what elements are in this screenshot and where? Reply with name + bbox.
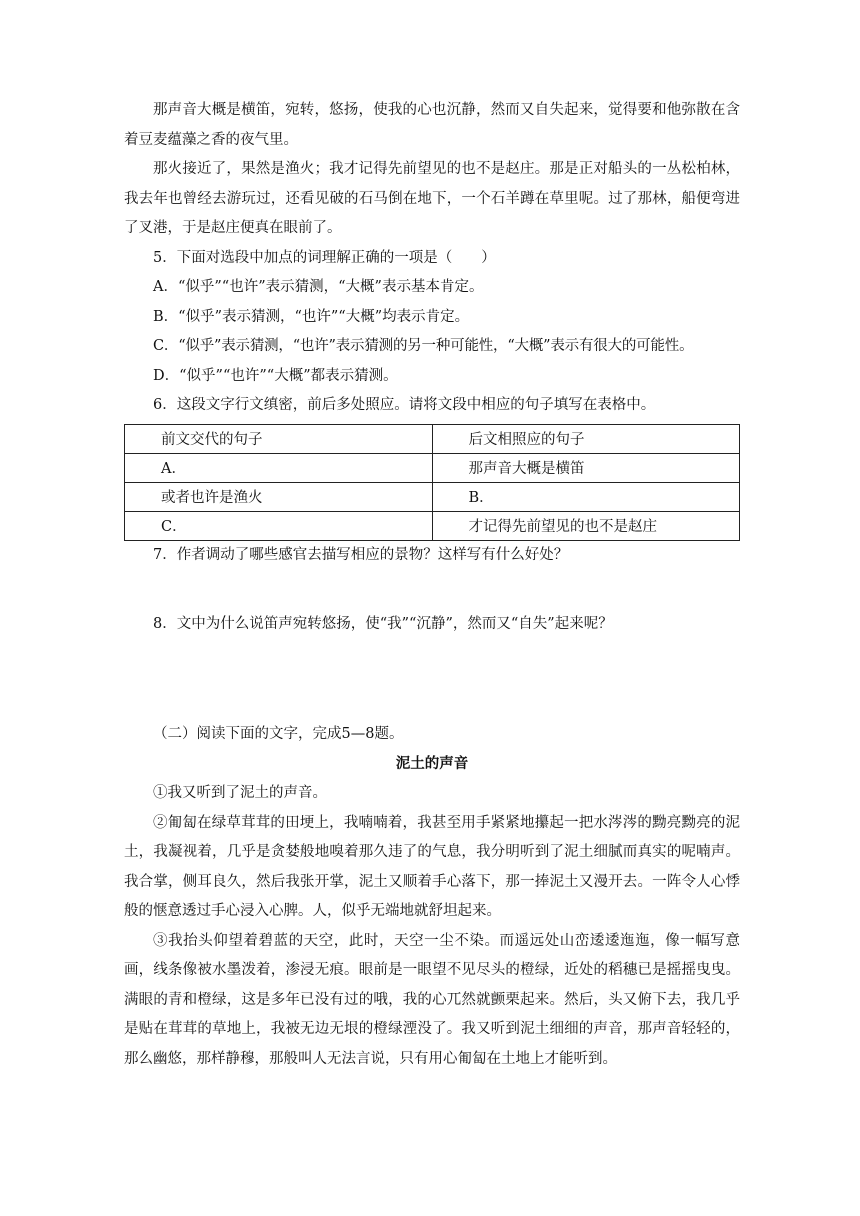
answer-table [124,424,740,541]
table-cell: A． [125,453,433,482]
table-cell: 才记得先前望见的也不是赵庄 [432,511,740,540]
table-row [125,424,740,453]
table-row [125,482,740,511]
document-page [124,96,740,1074]
article-paragraph-2: ②匍匐在绿草茸茸的田埂上，我喃喃着，我甚至用手紧紧地攥起一把水涔涔的黝亮黝亮的泥土，我凝视着，几乎是贪婪般地嗅着那久违了的气息，我分明听到了泥土细腻而真实的呢喃声。我合掌，侧耳良久，然后我张开掌，泥土又顺着手心落下，那一捧泥土又漫开去。一阵令人心悸般的惬意透过手心浸入心脾。人，似乎无端地就舒坦起来。 [124,814,740,919]
article-paragraph-3: ③我抬头仰望着碧蓝的天空，此时，天空一尘不染。而遥远处山峦逶逶迤迤，像一幅写意画，线条像被水墨泼着，渗浸无痕。眼前是一眼望不见尽头的橙绿，近处的稻穗已是摇摇曳曳。满眼的青和橙绿，这是多年已没有过的哦，我的心兀然就颤栗起来。然后，头又俯下去，我几乎是贴在茸茸的草地上，我被无边无垠的橙绿湮没了。我又听到泥土细细的声音，那声音轻轻的，那么幽悠，那样静穆，那般叫人无法言说，只有用心匍匐在土地上才能听到。 [124,932,740,1067]
question-5-option-b: B．“似乎”表示猜测，“也许”“大概”均表示肯定。 [153,308,470,325]
table-row [125,453,740,482]
table-header-cell: 前文交代的句子 [125,424,433,453]
question-5-option-c: C．“似乎”表示猜测，“也许”表示猜测的另一种可能性，“大概”表示有很大的可能性。 [153,338,694,354]
table-header-cell: 后文相照应的句子 [432,424,740,453]
article-paragraph-1: ①我又听到了泥土的声音。 [153,785,327,801]
answer-space [124,570,740,610]
passage-paragraph-1: 那声音大概是横笛，宛转，悠扬，使我的心也沉静，然而又自失起来，觉得要和他弥散在含着豆麦蕴藻之香的夜气里。 [124,102,740,148]
question-5-option-d: D．“似乎”“也许”“大概”都表示猜测。 [153,367,398,384]
question-6-stem: 6．这段文字行文缜密，前后多处照应。请将文段中相应的句子填写在表格中。 [153,397,656,413]
question-5-stem: 5．下面对选段中加点的词理解正确的一项是（ ） [153,249,496,266]
passage-paragraph-2: 那火接近了，果然是渔火；我才记得先前望见的也不是赵庄。那是正对船头的一丛松柏林，我去年也曾经去游玩过，还看见破的石马倒在地下，一个石羊蹲在草里呢。过了那林，船便弯进了叉港，于是赵庄便真在眼前了。 [124,161,740,236]
table-cell: 那声音大概是横笛 [432,453,740,482]
table-cell: B． [432,482,740,511]
table-cell: 或者也许是渔火 [125,482,433,511]
question-7: 7．作者调动了哪些感官去描写相应的景物？这样写有什么好处？ [153,546,569,563]
question-8: 8．文中为什么说笛声宛转悠扬，使“我”“沉静”，然而又“自失”起来呢？ [153,616,613,632]
table-row [125,511,740,540]
answer-space [124,640,740,720]
article-title: 泥土的声音 [395,756,469,772]
question-5-option-a: A．“似乎”“也许”表示猜测，“大概”表示基本肯定。 [153,279,484,295]
table-cell: C． [125,511,433,540]
section-2-intro: （二）阅读下面的文字，完成5—8题。 [153,725,404,742]
